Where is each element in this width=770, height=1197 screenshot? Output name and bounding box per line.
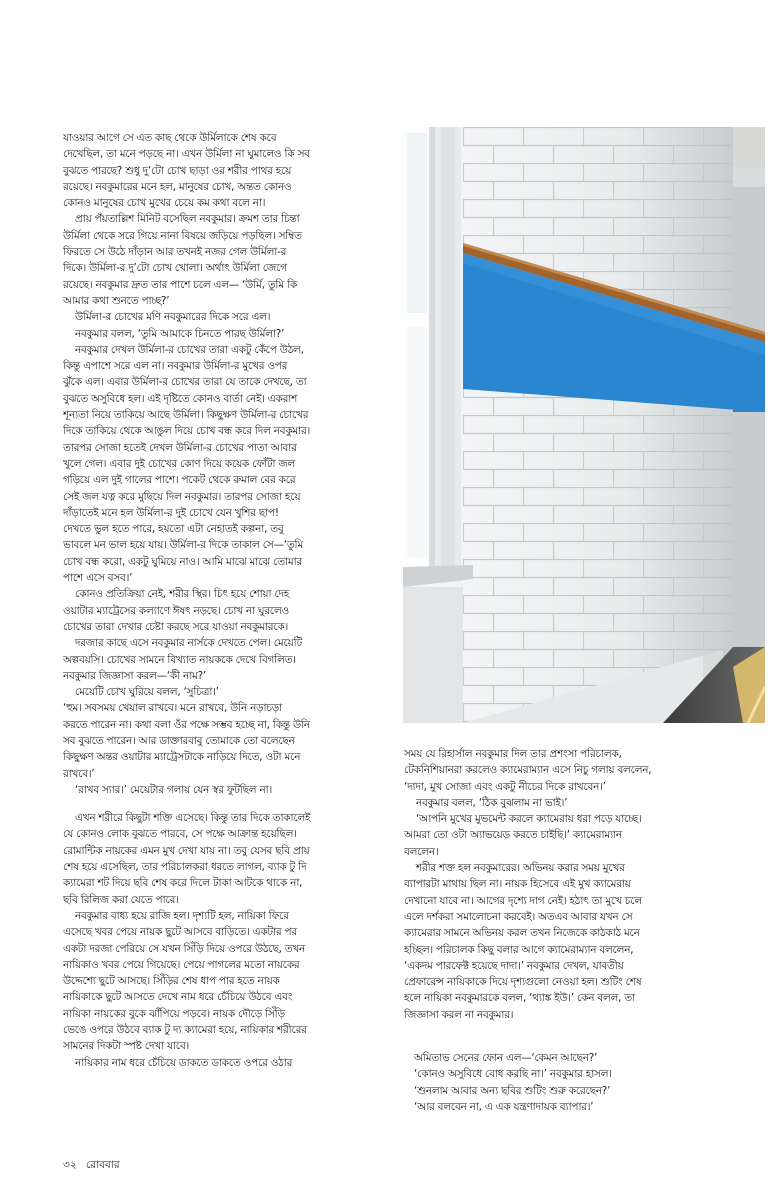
- text-line: এসেছে খবর পেয়ে নায়ক ছুটে আসবে বাড়িতে। একটার পর: [63, 926, 297, 939]
- text-line: নায়িকা নায়কের বুকে ঝাঁপিয়ে পড়বে। নায়ক দৌড়ে সিঁড়ি: [63, 1007, 285, 1020]
- text-line: দেখেছিল, তা মনে পড়ছে না। এখন উর্মিলা না ঘুমালেও কি সব: [63, 148, 310, 161]
- text-line: ছবি রিলিজ করা যেতে পারে।: [63, 893, 179, 906]
- text-line: রয়েছে। নবকুমার দ্রুত তার পাশে চলে এল— ‘উর্মি, তুমি কি: [63, 278, 298, 291]
- text-line: নবকুমার বলল, ‘ঠিক বুঝলাম না ভাই।’: [416, 796, 568, 809]
- text-line: যাওয়ার আগে সে এত কাছ থেকে উর্মিলাকে শেষ কবে: [63, 132, 277, 144]
- text-line: দিকে তাকিয়ে থেকে আঙুল দিয়ে চোখ বন্ধ করে দিল নবকুমার।: [63, 425, 311, 438]
- text-line: নায়িকার নাম ধরে চেঁচিয়ে ডাকতে ডাকতে ওপরে ওঠার: [75, 1056, 293, 1069]
- text-line: উর্মিলা-র চোখের মণি নবকুমারের দিকে সরে এল।: [75, 311, 271, 324]
- text-line: সামনের দিকটা স্পষ্ট দেখা যাবে।: [63, 1040, 190, 1053]
- text-line: কিন্তু এপাশে সরে এল না। নবকুমার উর্মিলা-র মুখের ওপর: [63, 360, 288, 373]
- text-line: একটা দরজা পেরিয়ে সে যখন সিঁড়ি দিয়ে ওপরে উঠছে, তখন: [63, 942, 305, 955]
- text-column-right-top: [404, 746, 756, 1023]
- text-line: পাশে এসে বসব।’: [63, 572, 133, 585]
- text-line: বুঝতে পারছে? শুধু দু’টো চোখ ছাড়া ওর শরীর পাথর হয়ে: [63, 164, 292, 177]
- text-line: অল্পবয়সি। চোখের সামনে বিখ্যাত নায়ককে দেখে বিগলিত।: [63, 653, 296, 666]
- text-line: শেষ হয়ে এসেছিল, তার পরিচালকরা ধরতে লাগল, ব্যাক টু দি: [63, 861, 307, 874]
- magazine-name: রোববার: [86, 1159, 120, 1171]
- text-line: উর্মিলা থেকে সরে গিয়ে নানা বিষয়ে জড়িয়ে পড়ছিল। সম্বিত: [63, 229, 302, 242]
- text-line: হচ্ছিল। পরিচালক কিছু বলার আগে ক্যামেরাম্যান বললেন,: [404, 943, 634, 956]
- text-line: শরীর শক্ত হল নবকুমারের। অভিনয় করার সময় মুখের: [416, 862, 625, 875]
- text-line: প্রায় পঁয়তাল্লিশ মিনিট বসেছিল নবকুমার। ক্রমশ তার চিন্তা: [75, 213, 300, 226]
- text-line: কোনও মানুষের চোখ মুখের চেয়ে কম কথা বলে না।: [63, 197, 266, 210]
- text-line: উদ্দেশ্যে ছুটে আসছে। সিঁড়ির শেষ ধাপ পার হতে নায়ক: [63, 975, 280, 988]
- text-line: এলে দর্শকরা সমালোচনা করবেই। অতএব আবার যখন সে: [404, 910, 633, 923]
- text-line: রোমান্টিক নায়কের এমন মুখ দেখা যায় না। তবু যেসব ছবি প্রায়: [63, 844, 310, 857]
- text-line: দিকে। উর্মিলা-র দু’টো চোখ খোলা। অর্থাৎ উর্মিলা জেগে: [63, 262, 287, 275]
- text-line: নবকুমার দেখল উর্মিলা-র চোখের তারা একটু কেঁপে উঠল,: [75, 343, 304, 356]
- text-column-right-bottom: [414, 1050, 756, 1115]
- text-line: কিছুক্ষণ অন্তর ওয়াটার ম্যাট্রেসটাকে নাড়িয়ে দিতে, ওটা মনে: [63, 751, 301, 764]
- text-line: ‘হুম। সবসময় খেয়াল রাখবে। মনে রাখবে, উনি নড়াচড়া: [63, 702, 282, 715]
- text-line: রয়েছে। নবকুমারের মনে হল, মানুষের চোখ, অন্তত কোনও: [63, 180, 292, 193]
- text-line: ‘একদম পারফেক্ট হয়েছে দাদা।’ নবকুমার দেখল, যাবতীয়: [404, 959, 624, 972]
- text-line: আমার কথা শুনতে পাচ্ছ?’: [63, 294, 170, 307]
- page-footer: [63, 1158, 126, 1175]
- text-line: গড়িয়ে এল দুই গালের পাশে। পকেট থেকে রুমাল বের করে: [63, 474, 296, 487]
- text-line: নবকুমার বাধ্য হয়ে রাজি হল। দৃশ্যটি হল, নায়িকা ফিরে: [75, 909, 289, 922]
- text-line: শূন্যতা নিয়ে তাকিয়ে আছে উর্মিলা। কিছুক্ষণ উর্মিলা-র চোখের: [63, 409, 309, 422]
- text-line: আমরা তো ওটা অ্যাভয়েড করতে চাইছি।’ ক্যামেরাম্যান: [404, 829, 622, 842]
- text-line: বুঝতে অসুবিধে হল। এই দৃষ্টিতে কোনও বার্তা নেই। একরাশ: [63, 392, 298, 405]
- text-line: করতে পারেন না। কথা বলা ওঁর পক্ষে সম্ভব হচ্ছে না, কিন্তু উনি: [63, 718, 310, 731]
- text-line: ‘কোনও অসুবিধে বোধ করছি না।’ নবকুমার হাসল।: [414, 1068, 612, 1081]
- text-line: ব্যাপারটা মাথায় ছিল না। নায়ক হিসেবে এই মুখ ক্যামেরায়: [404, 878, 631, 891]
- text-line: মেয়েটি চোখ ঘুরিয়ে বলল, ‘সুচিত্রা।’: [75, 686, 219, 699]
- text-line: নায়িকাকে ছুটে আসতে দেখে নাম ধরে চেঁচিয়ে উঠবে এবং: [63, 991, 293, 1004]
- text-line: বললেন।: [404, 845, 439, 858]
- text-line: যে কোনও লোক বুঝতে পারবে, সে পক্ষে আক্রান্ত হয়েছিল।: [63, 828, 297, 841]
- text-line: ‘রাখব স্যার।’ মেয়েটার গলায় যেন স্বর ফুটছিল না।: [75, 783, 272, 796]
- text-line: ফিরতে সে উঠে দাঁড়ান আর তখনই নজর গেল উর্মিলা-র: [63, 246, 287, 259]
- text-line: ‘আপনি মুখের মুভমেন্ট করলে ক্যামেরায় ধরা পড়ে যাচ্ছে।: [416, 813, 642, 826]
- hallway-photo: [403, 127, 765, 723]
- text-line: দরজার কাছে এসে নবকুমার নার্সকে দেখতে পেল। মেয়েটি: [75, 637, 303, 650]
- text-line: ভাবলে মন ভাল হয়ে যায়। উর্মিলা-র দিকে তাকাল সে—‘তুমি: [63, 539, 304, 552]
- text-line: ক্যামেরার সামনে অভিনয় করল তখন নিজেকে কাঠকাঠ মনে: [404, 927, 640, 940]
- text-line: সময় যে রিহার্সাল নবকুমার দিল তার প্রশংসা পরিচালক,: [404, 748, 622, 760]
- text-line: খুলে গেল। এবার দুই চোখের কোণ দিয়ে কয়েক ফোঁটা জল: [63, 457, 296, 470]
- text-line: ওয়াটার ম্যাট্রেসের কল্যাণে ঈষৎ নড়ছে। চোখ না ঘুরলেও: [63, 604, 289, 617]
- text-line: চোখের তারা দেখার চেষ্টা করছে সরে যাওয়া নবকুমারকে।: [63, 620, 289, 633]
- text-line: প্রেফারেন্স নায়িকাকে দিয়ে দৃশ্যগুলো নেওয়া হল। শুটিং শেষ: [404, 976, 642, 989]
- text-line: টেকনিশিয়ানরা করলেও ক্যামেরাম্যান এসে নিচু গলায় বললেন,: [404, 764, 652, 777]
- text-line: নবকুমার জিজ্ঞাসা করল—‘কী নাম?’: [63, 669, 207, 682]
- text-line: দাঁড়াতেই মনে হল উর্মিলা-র দুই চোখে যেন খুশির ছাপ!: [63, 506, 279, 519]
- text-line: ঝুঁকে এল। এবার উর্মিলা-র চোখের তারা যে তাকে দেখছে, তা: [63, 376, 307, 389]
- text-line: জিজ্ঞাসা করল না নবকুমার।: [404, 1008, 514, 1021]
- text-line: নবকুমার বলল, ‘তুমি আমাকে চিনতে পারছ উর্মিলা?’: [75, 327, 285, 340]
- text-line: হলে নায়িকা নবকুমারকে বলল, ‘থ্যাঙ্ক ইউ।’ কেন বলল, তা: [404, 992, 635, 1005]
- text-line: তারপর সোজা হতেই দেখল উর্মিলা-র চোখের পাতা আবার: [63, 441, 297, 454]
- text-line: দেখতে ভুল হতে পারে, হয়তো এটা নেহাতই কল্পনা, তবু: [63, 523, 284, 536]
- page-number: ৩২: [63, 1159, 77, 1171]
- text-line: [63, 798, 387, 810]
- text-line: অমিতাভ সেনের ফোন এল—‘কেমন আছেন?’: [414, 1052, 598, 1064]
- text-column-left: [63, 130, 387, 1071]
- text-line: ভেঙে ওপরে উঠবে ব্যাক টু দ্য ক্যামেরা হয়ে, নায়িকার শরীরের: [63, 1024, 307, 1037]
- text-line: ‘আর বলবেন না, এ এক যন্ত্রণাদায়ক ব্যাপার।’: [414, 1100, 594, 1113]
- text-line: এখন শরীরে কিছুটা শক্তি এসেছে। কিন্তু তার দিকে তাকালেই: [75, 812, 311, 825]
- text-line: সেই জল যত্ন করে মুছিয়ে দিল নবকুমার। তারপর সোজা হয়ে: [63, 490, 301, 503]
- text-line: নায়িকাও খবর পেয়ে গিয়েছে। পেয়ে পাগলের মতো নায়কের: [63, 958, 300, 971]
- text-line: চোখ বন্ধ করো, একটু ঘুমিয়ে নাও। আমি মাঝে মাঝে তোমার: [63, 555, 302, 568]
- text-line: রাখবে।’: [63, 767, 95, 780]
- text-line: ক্যামেরা শট দিয়ে ছবি শেষ করে দিলে টাকা আটকে থাকে না,: [63, 877, 303, 890]
- text-line: দেখানো যাবে না। আগের দৃশ্যে দাগ নেই। হঠাৎ তা মুখে চলে: [404, 894, 642, 907]
- text-line: সব বুঝতে পারেন। আর ডাক্তারবাবু তোমাকে তো বলেছেন: [63, 734, 295, 747]
- text-line: ‘দাদা, মুখ সোজা এবং একটু নীচের দিকে রাখবেন।’: [404, 780, 606, 793]
- text-line: ‘শুনলাম আবার অন্য ছবির শুটিং শুরু করেছেন?’: [414, 1084, 611, 1097]
- text-line: কোনও প্রতিক্রিয়া নেই, শরীর স্থির। চিৎ হয়ে শোয়া দেহ: [75, 588, 290, 601]
